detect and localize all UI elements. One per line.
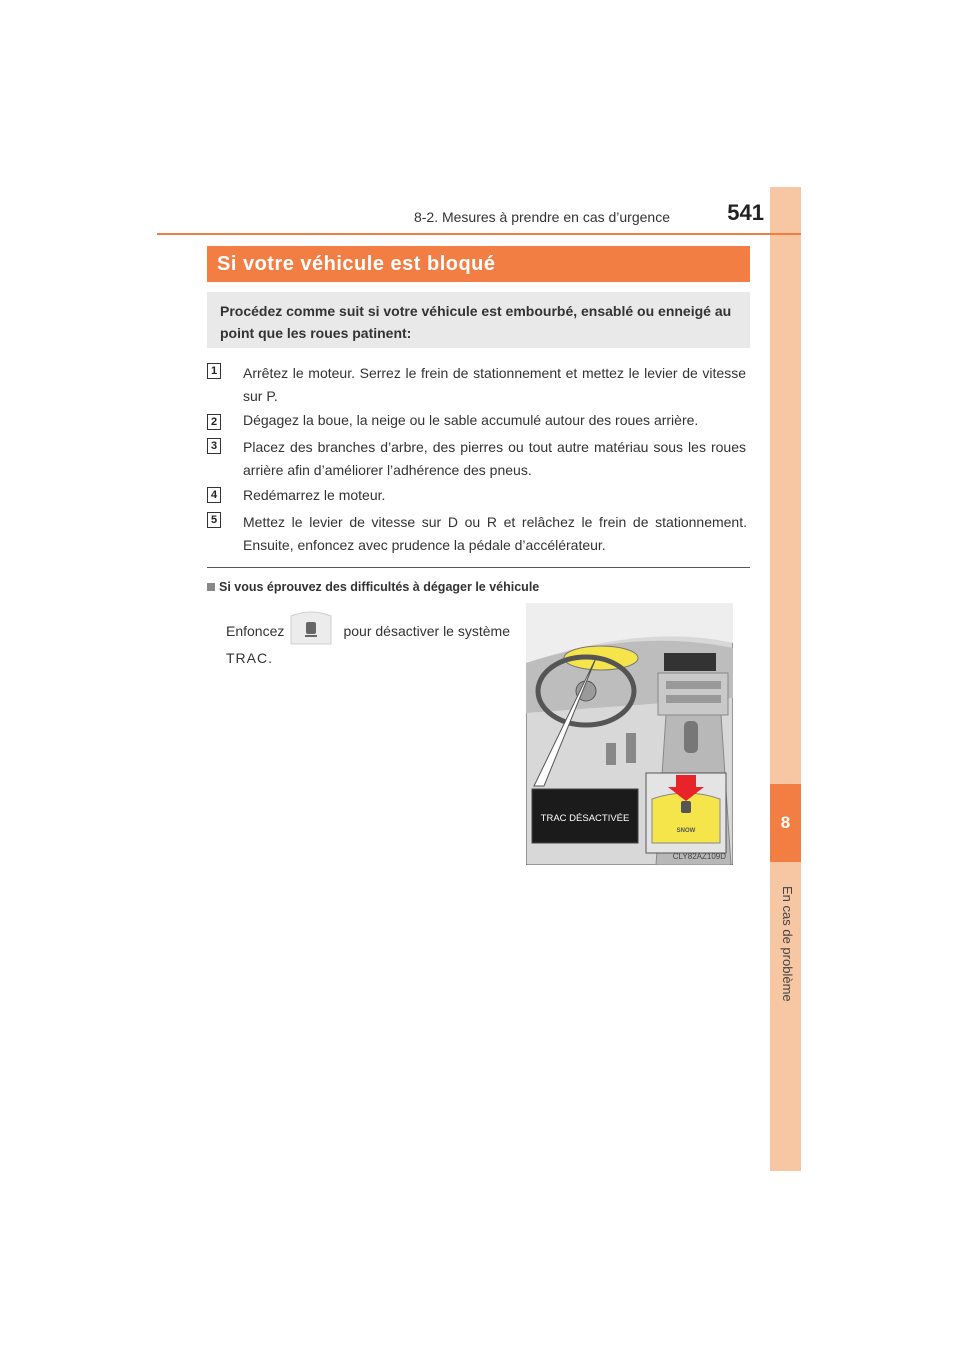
step-text-1: Arrêtez le moteur. Serrez le frein de stationnement et mettez le levier de vitesse sur P. bbox=[243, 365, 746, 404]
info-text-line1 bbox=[226, 623, 510, 639]
illustration-code: CLY82AZ109D bbox=[672, 852, 726, 861]
snow-button-label: SNOW bbox=[676, 828, 696, 834]
step-text-3: Placez des branches d’arbre, des pierres ou tout autre matériau sous les roues arrière afin d’améliorer l’adhérence des pneus. bbox=[243, 439, 746, 478]
dashboard-illustration bbox=[526, 603, 733, 865]
step-text-2: Dégagez la boue, la neige ou le sable accumulé autour des roues arrière. bbox=[243, 412, 699, 428]
step-number-4: 4 bbox=[207, 487, 221, 503]
section-divider bbox=[207, 567, 750, 568]
info-heading-text: Si vous éprouvez des difficultés à dégager le véhicule bbox=[219, 580, 540, 594]
square-bullet-icon bbox=[207, 583, 215, 591]
step-number-5: 5 bbox=[207, 512, 221, 528]
step-number-3: 3 bbox=[207, 438, 221, 454]
page-number: 541 bbox=[727, 200, 764, 225]
step-text-5: Mettez le levier de vitesse sur D ou R et relâchez le frein de stationnement. Ensuite, enfoncez avec prudence la pédale d’accélérateur. bbox=[243, 514, 747, 553]
info-heading bbox=[207, 580, 539, 594]
chapter-title: En cas de problème bbox=[780, 886, 795, 1002]
side-tab-band bbox=[770, 187, 801, 1171]
header-rule bbox=[157, 233, 801, 235]
trac-switch-icon bbox=[288, 606, 334, 649]
chapter-number: 8 bbox=[770, 784, 801, 862]
intro-box: Procédez comme suit si votre véhicule est embourbé, ensablé ou enneigé au point que les roues patinent: bbox=[207, 292, 750, 348]
step-number-1: 1 bbox=[207, 363, 221, 379]
info-text-after: pour désactiver le système bbox=[343, 623, 510, 639]
step-number-2: 2 bbox=[207, 414, 221, 430]
info-text-line2: TRAC. bbox=[226, 650, 273, 666]
trac-display-text: TRAC DÉSACTIVÉE bbox=[540, 813, 630, 824]
page-title: Si votre véhicule est bloqué bbox=[207, 246, 750, 282]
step-text-4: Redémarrez le moteur. bbox=[243, 487, 386, 503]
section-header: 8-2. Mesures à prendre en cas d’urgence bbox=[413, 209, 670, 225]
info-text-before: Enfoncez bbox=[226, 623, 285, 639]
